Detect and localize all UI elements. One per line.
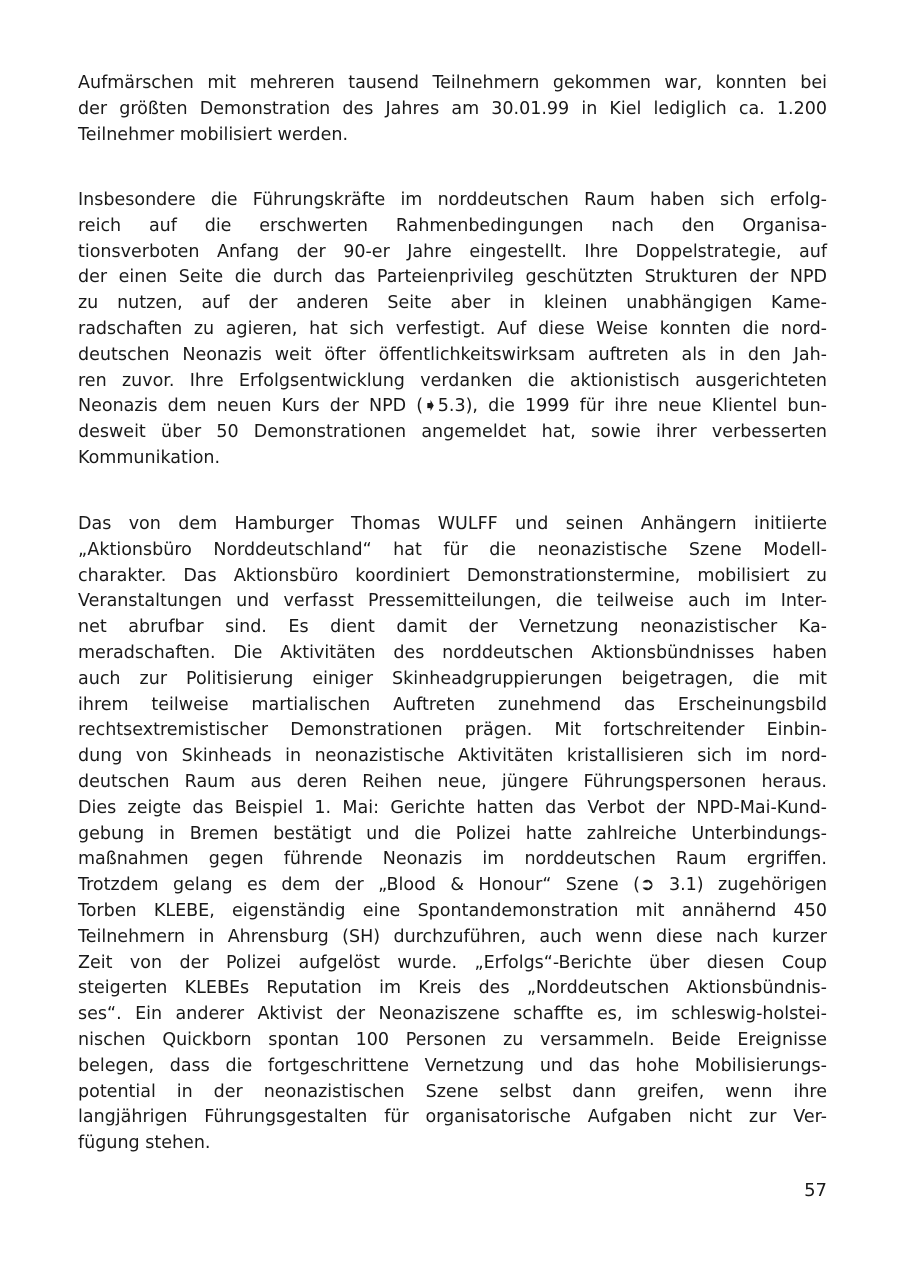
text-line: net abrufbar sind. Es dient damit der Vernetzung neonazistischer Ka- (78, 617, 827, 638)
text-line: deutschen Neonazis weit öfter öffentlichkeitswirksam auftreten als in den Jah- (78, 344, 827, 365)
text-line: deutschen Raum aus deren Reihen neue, jüngere Führungspersonen heraus. (78, 771, 827, 792)
text-line: Kommunikation. (78, 447, 221, 468)
text-line: tionsverboten Anfang der 90-er Jahre eingestellt. Ihre Doppelstrategie, auf (78, 241, 827, 262)
text-line: Neonazis dem neuen Kurs der NPD (➧5.3), die 1999 für ihre neue Klientel bun- (78, 396, 827, 417)
text-line: Das von dem Hamburger Thomas WULFF und seinen Anhängern initiierte (78, 514, 827, 534)
text-line: der größten Demonstration des Jahres am 30.01.99 in Kiel lediglich ca. 1.200 (78, 98, 827, 119)
text-line: Torben KLEBE, eigenständig eine Spontandemonstration mit annähernd 450 (78, 900, 827, 921)
text-line: Trotzdem gelang es dem der „Blood & Honour“ Szene (➲ 3.1) zugehörigen (78, 875, 827, 896)
text-line: reich auf die erschwerten Rahmenbedingungen nach den Organisa- (78, 215, 827, 236)
text-line: auch zur Politisierung einiger Skinheadgruppierungen beigetragen, die mit (78, 668, 827, 689)
text-line: der einen Seite die durch das Parteienprivileg geschützten Strukturen der NPD (78, 267, 827, 288)
text-line: steigerten KLEBEs Reputation im Kreis des „Norddeutschen Aktionsbündnis- (78, 978, 827, 999)
text-line: langjährigen Führungsgestalten für organisatorische Aufgaben nicht zur Ver- (78, 1107, 827, 1128)
text-line: nischen Quickborn spontan 100 Personen zu versammeln. Beide Ereignisse (78, 1029, 827, 1050)
text-line: maßnahmen gegen führende Neonazis im norddeutschen Raum ergriffen. (78, 849, 827, 870)
text-line: Veranstaltungen und verfasst Pressemitteilungen, die teilweise auch im Inter- (78, 591, 827, 612)
text-line: Teilnehmer mobilisiert werden. (78, 124, 349, 145)
text-line: rechtsextremistischer Demonstrationen prägen. Mit fortschreitender Einbin- (78, 720, 827, 741)
text-line: zu nutzen, auf der anderen Seite aber in kleinen unabhängigen Kame- (78, 293, 827, 314)
text-line: Dies zeigte das Beispiel 1. Mai: Gerichte hatten das Verbot der NPD-Mai-Kund- (78, 797, 827, 818)
text-line: dung von Skinheads in neonazistische Aktivitäten kristallisieren sich im nord- (78, 746, 827, 767)
text-line: Teilnehmern in Ahrensburg (SH) durchzuführen, auch wenn diese nach kurzer (78, 926, 827, 947)
text-line: Aufmärschen mit mehreren tausend Teilnehmern gekommen war, konnten bei (78, 73, 827, 93)
text-line: ihrem teilweise martialischen Auftreten zunehmend das Erscheinungsbild (78, 694, 827, 715)
text-line: radschaften zu agieren, hat sich verfestigt. Auf diese Weise konnten die nord- (78, 318, 827, 339)
text-line: desweit über 50 Demonstrationen angemeldet hat, sowie ihrer verbesserten (78, 422, 827, 443)
text-line: fügung stehen. (78, 1133, 211, 1154)
text-line: „Aktionsbüro Norddeutschland“ hat für die neonazistische Szene Modell- (78, 539, 827, 560)
page-number: 57 (804, 1180, 827, 1201)
text-line: ren zuvor. Ihre Erfolgsentwicklung verdanken die aktionistisch ausgerichteten (78, 370, 827, 391)
text-line: belegen, dass die fortgeschrittene Vernetzung und das hohe Mobilisierungs- (78, 1055, 827, 1076)
text-line: ses“. Ein anderer Aktivist der Neonaziszene schaffte es, im schleswig-holstei- (78, 1004, 827, 1025)
text-line: Insbesondere die Führungskräfte im norddeutschen Raum haben sich erfolg- (78, 190, 827, 210)
text-line: gebung in Bremen bestätigt und die Polizei hatte zahlreiche Unterbindungs- (78, 823, 827, 844)
paragraph-2 (78, 188, 827, 472)
text-line: Zeit von der Polizei aufgelöst wurde. „Erfolgs“-Berichte über diesen Coup (78, 952, 827, 973)
paragraph-3 (78, 512, 827, 1157)
paragraph-1 (78, 71, 827, 148)
text-line: charakter. Das Aktionsbüro koordiniert Demonstrationstermine, mobilisiert zu (78, 565, 827, 586)
text-line: meradschaften. Die Aktivitäten des norddeutschen Aktionsbündnisses haben (78, 642, 827, 663)
text-line: potential in der neonazistischen Szene selbst dann greifen, wenn ihre (78, 1081, 827, 1102)
